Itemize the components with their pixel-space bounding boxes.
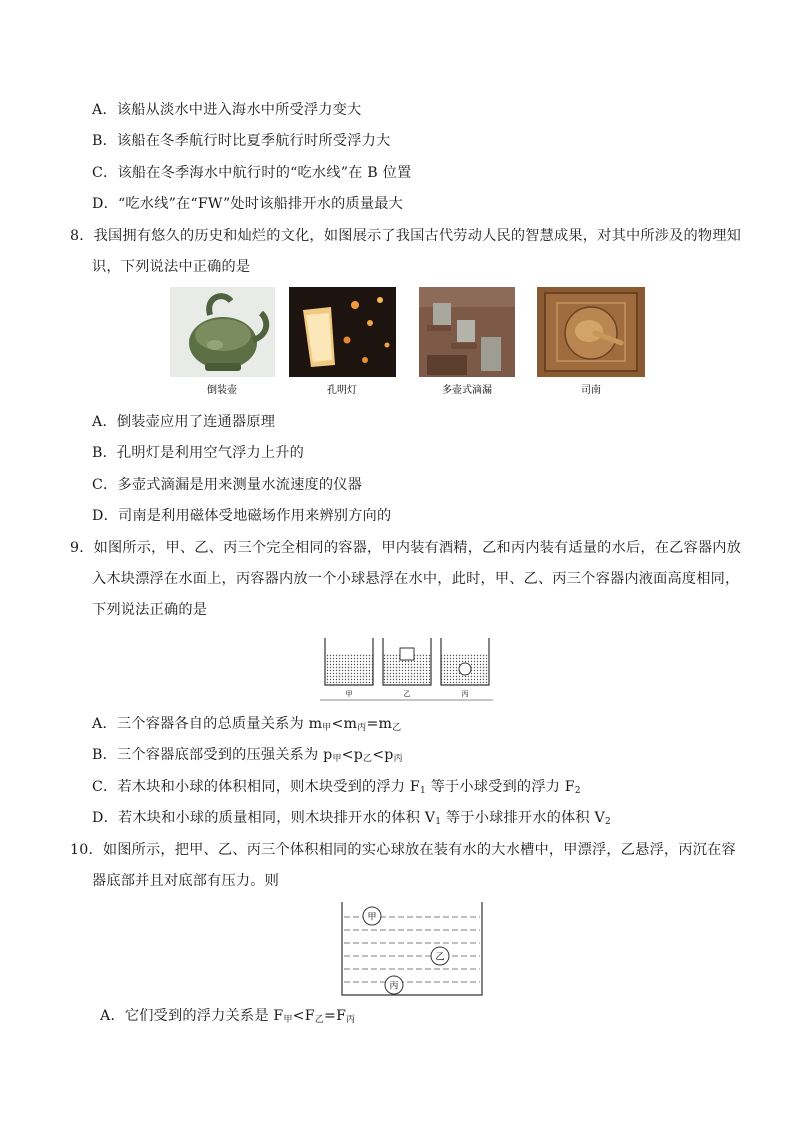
lantern-picture	[289, 287, 396, 377]
q10-option-a	[100, 1006, 355, 1030]
q9-c-sub1: 1	[419, 786, 426, 796]
water-lines	[344, 917, 480, 982]
q9-a-sub1: 甲	[322, 723, 332, 733]
small-ball	[459, 663, 471, 675]
q9-d-text: D．若木块和小球的质量相同，则木块排开水的体积 V	[92, 810, 436, 826]
q8-option-c: C．多壶式滴漏是用来测量水流速度的仪器	[92, 477, 363, 493]
water-clock-picture	[419, 287, 515, 377]
q7-option-a: A．该船从淡水中进入海水中所受浮力变大	[92, 102, 362, 118]
q8-option-b: B．孔明灯是利用空气浮力上升的	[92, 445, 305, 461]
q9-option-d	[92, 808, 611, 832]
wood-block	[400, 648, 414, 660]
q9-b-sub3: 丙	[393, 754, 403, 764]
q10-a-text: A．它们受到的浮力关系是 F	[100, 1008, 284, 1024]
q9-b-sub2: 乙	[363, 754, 373, 764]
q10-a-sub2: 乙	[314, 1015, 325, 1025]
q10-a-sub1: 甲	[283, 1015, 293, 1025]
q9-a-text2: <m	[331, 716, 358, 732]
q9-stem-line1: 9．如图所示，甲、乙、丙三个完全相同的容器，甲内装有酒精，乙和丙内装有适量的水后，在乙容器内放	[70, 540, 742, 556]
teapot-picture	[170, 287, 275, 377]
q9-c-text: C．若木块和小球的体积相同，则木块受到的浮力 F	[92, 779, 420, 795]
caption-water-clock: 多壶式滴漏	[442, 385, 492, 396]
ball-label-jia: 甲	[367, 912, 377, 923]
q9-b-text3: <p	[372, 747, 394, 763]
q9-stem-line3: 下列说法正确的是	[92, 602, 208, 618]
label-jia: 甲	[345, 690, 353, 698]
q9-b-text: B．三个容器底部受到的压强关系为 p	[92, 747, 333, 763]
label-yi: 乙	[403, 690, 411, 698]
q9-d-sub1: 1	[435, 817, 442, 827]
q10-a-text2: <F	[292, 1008, 315, 1024]
q9-c-sub2: 2	[574, 786, 581, 796]
q9-a-sub3: 乙	[392, 723, 402, 733]
q10-water-tank-figure	[340, 900, 485, 998]
q9-stem-line2: 入木块漂浮在水面上，丙容器内放一个小球悬浮在水中，此时，甲、乙、丙三个容器内液面高度相同，	[92, 571, 740, 587]
q8-stem-line2: 识，下列说法中正确的是	[92, 259, 251, 275]
q10-a-text3: =F	[324, 1008, 347, 1024]
q9-d-sub2: 2	[604, 817, 611, 827]
container-jia-liquid	[325, 654, 373, 684]
q8-stem-line1: 8．我国拥有悠久的历史和灿烂的文化，如图展示了我国古代劳动人民的智慧成果，对其中所涉及的物理知	[70, 228, 742, 244]
label-bing: 丙	[461, 690, 469, 698]
q10-stem-line2: 器底部并且对底部有压力。则	[92, 873, 280, 889]
q7-option-d: D．“吃水线”在“FW”处时该船排开水的质量最大	[92, 196, 404, 212]
q9-b-sub1: 甲	[332, 754, 342, 764]
q9-option-a	[92, 714, 401, 738]
q9-a-text3: =m	[366, 716, 393, 732]
q8-option-d: D．司南是利用磁体受地磁场作用来辨别方向的	[92, 508, 392, 524]
q10-stem-line1: 10．如图所示，把甲、乙、丙三个体积相同的实心球放在装有水的大水槽中，甲漂浮，乙悬浮，丙沉在容	[70, 842, 736, 858]
q7-option-b: B．该船在冬季航行时比夏季航行时所受浮力大	[92, 133, 391, 149]
q9-option-b	[92, 745, 403, 769]
q7-option-c: C．该船在冬季海水中航行时的“吃水线”在 B 位置	[92, 165, 412, 181]
ball-label-bing: 丙	[389, 981, 399, 992]
q9-b-text2: <p	[341, 747, 364, 763]
caption-teapot: 倒装壶	[207, 385, 237, 396]
ball-label-yi: 乙	[435, 952, 445, 963]
compass-picture	[537, 287, 645, 377]
q9-d-text2: 等于小球排开水的体积 V	[441, 810, 605, 826]
q9-a-sub2: 丙	[357, 723, 367, 733]
caption-compass: 司南	[581, 385, 601, 396]
q8-figure	[165, 285, 650, 400]
q9-option-c	[92, 777, 581, 801]
caption-lantern: 孔明灯	[327, 385, 357, 396]
q9-c-text2: 等于小球受到的浮力 F	[425, 779, 575, 795]
q10-a-sub3: 丙	[346, 1015, 356, 1025]
q9-a-text: A．三个容器各自的总质量关系为 m	[92, 716, 323, 732]
q8-option-a: A．倒装壶应用了连通器原理	[92, 414, 276, 430]
q9-containers-figure	[320, 630, 495, 702]
